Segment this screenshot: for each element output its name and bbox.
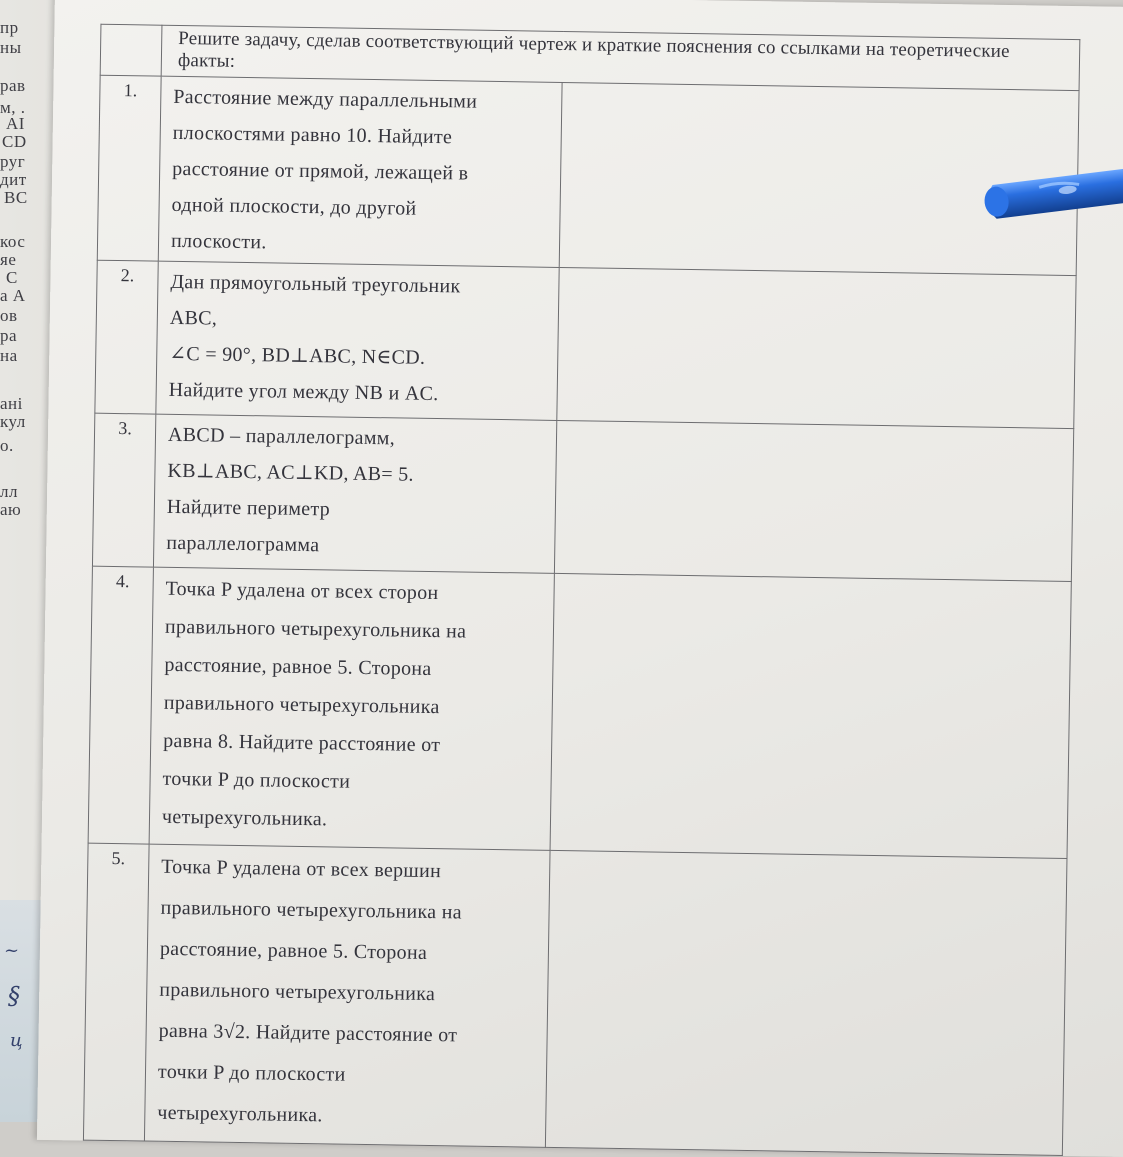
background-text-fragment: аю [0,500,22,519]
answer-cell[interactable] [550,573,1071,858]
task-line: четырехугольника. [161,805,328,831]
task-line: четырехугольника. [157,1101,323,1127]
answer-cell[interactable] [554,420,1073,581]
task-line: ABCD – параллелограмм, [167,423,396,450]
task-line: плоскости. [170,229,267,254]
task-number: 4. [88,566,153,844]
task-line: Точка P удалена от всех сторон [165,577,439,605]
table-row [92,413,1073,581]
task-line: KB⊥ABC, AC⊥KD, AB= 5. [167,459,414,486]
task-text [158,76,562,267]
background-text-fragment: AI [6,114,25,133]
background-text-fragment: кул [0,412,26,431]
task-number: 5. [83,843,149,1141]
task-line: Дан прямоугольный треугольник [170,270,461,298]
task-line: одной плоскости, до другой [171,193,417,220]
background-text-fragment: а А [0,286,26,305]
background-text-fragment: С [6,268,18,287]
task-line: равна 3√2. Найдите расстояние от [158,1019,458,1047]
task-number: 1. [97,75,161,261]
handwriting-mark: § [8,982,20,1010]
table-row [95,260,1076,428]
instruction-text: Решите задачу, сделав соответствующий чертеж и краткие пояснения со ссылками на теоретические факты: [177,27,1010,72]
background-text-fragment: ані [0,394,23,413]
task-table [83,24,1080,1156]
task-line: правильного четырехугольника на [164,615,467,643]
background-text-fragment: ны [0,38,22,57]
background-text-fragment: рав [0,76,26,95]
answer-cell[interactable] [545,850,1067,1155]
task-line: расстояние, равное 5. Сторона [159,937,428,964]
task-line: правильного четырехугольника [163,691,440,719]
task-text [149,567,554,850]
handwriting-mark: ~ [4,940,20,961]
task-line: точки P до плоскости [162,767,351,793]
task-line: Точка P удалена от всех вершин [161,855,442,883]
background-text-fragment: пр [0,18,19,37]
background-text-fragment: CD [2,132,27,151]
task-text [156,261,559,420]
task-line: расстояние от прямой, лежащей в [172,157,469,185]
task-line: Найдите периметр [166,495,331,521]
task-line: правильного четырехугольника на [160,896,463,924]
task-line: плоскостями равно 10. Найдите [172,121,453,149]
task-number: 2. [95,260,158,414]
background-text-fragment: о. [0,436,14,455]
task-line: ABC, [169,306,218,330]
task-text [144,844,550,1147]
answer-cell[interactable] [557,267,1076,428]
task-line: ∠C = 90°, BD⊥ABC, N∈CD. [169,342,426,369]
task-line: правильного четырехугольника [159,978,436,1006]
table-row [88,566,1071,858]
background-text-fragment: руг [0,152,26,171]
background-text-fragment: BC [4,188,28,207]
background-text-fragment: ра [0,326,18,345]
task-line: расстояние, равное 5. Сторона [164,653,432,680]
background-text-fragment: яе [0,250,17,269]
task-line: точки P до плоскости [157,1060,346,1086]
background-text-fragment: кос [0,232,26,251]
task-line: параллелограмма [166,531,320,557]
task-number: 3. [92,413,155,567]
background-text-fragment: ов [0,306,18,325]
handwriting-mark: ц [10,1030,23,1051]
task-line: равна 8. Найдите расстояние от [163,729,441,757]
task-line: Найдите угол между NB и AC. [168,378,439,406]
table-row [83,843,1067,1155]
background-text-fragment: м, . [0,98,26,117]
background-text-fragment: на [0,346,18,365]
background-text-fragment: дит [0,170,27,189]
header-number-cell [100,24,162,76]
task-line: Расстояние между параллельными [173,85,478,113]
table-row [97,75,1079,275]
worksheet-page [37,0,1123,1157]
background-text-fragment: лл [0,482,18,501]
task-text [153,414,556,573]
